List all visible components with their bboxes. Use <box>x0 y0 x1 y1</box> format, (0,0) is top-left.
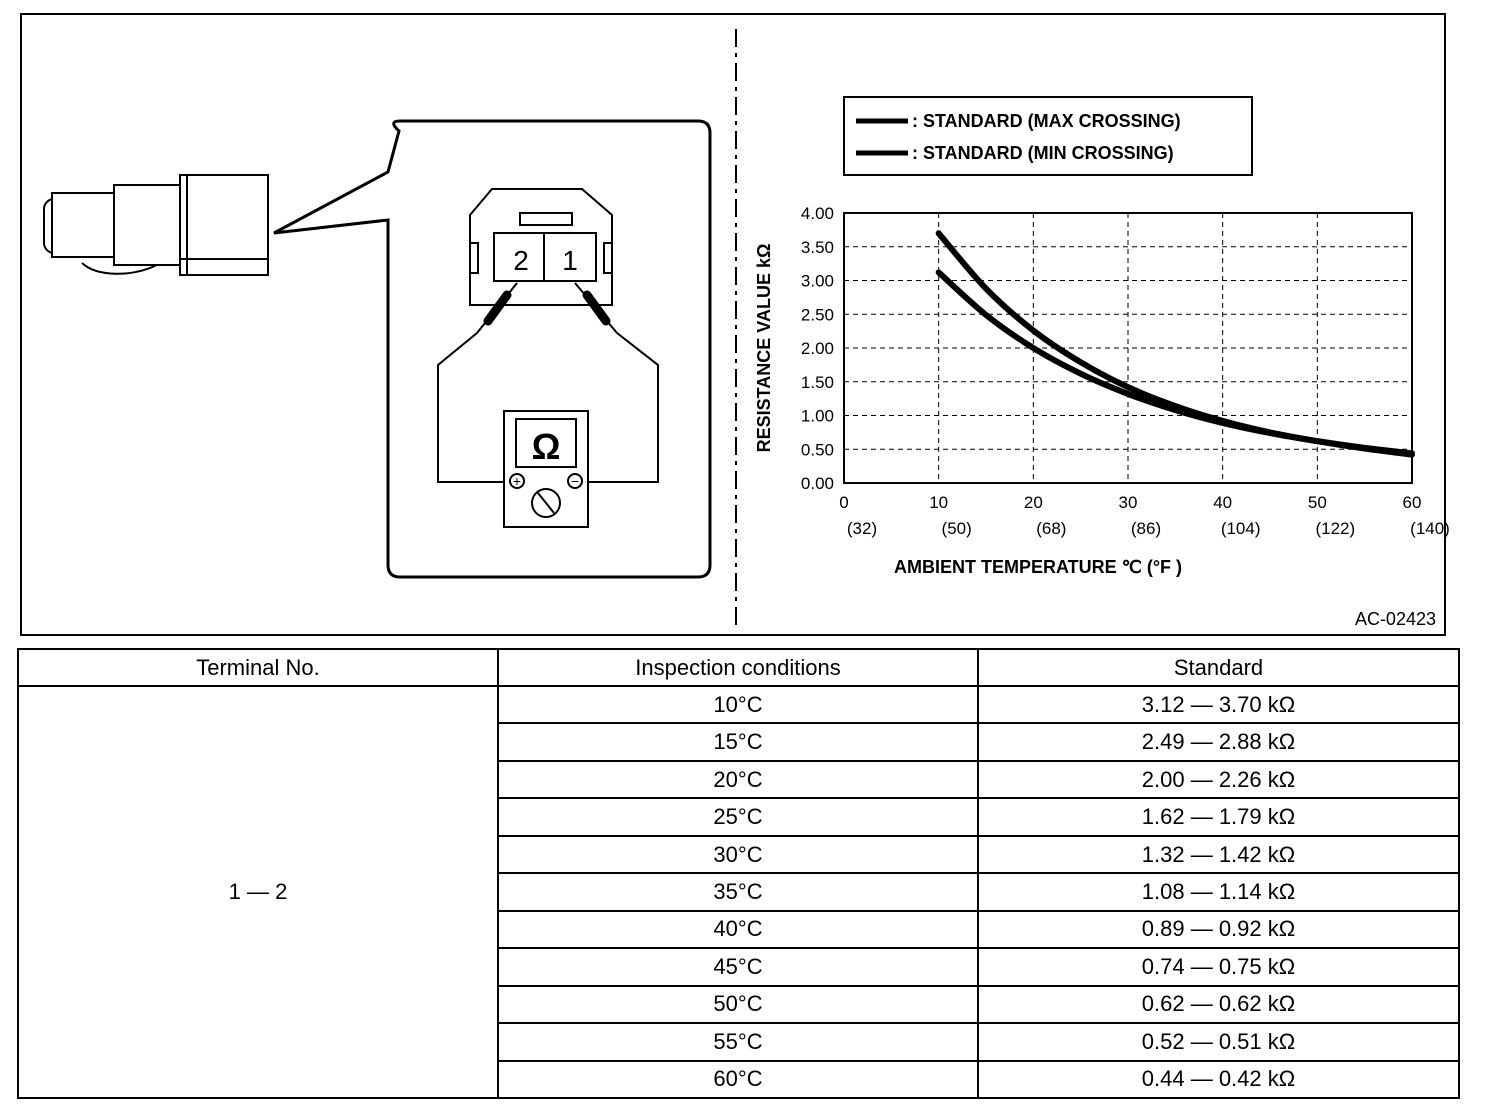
series-min-line <box>939 272 1412 453</box>
standard-cell: 0.62 — 0.62 kΩ <box>978 986 1459 1023</box>
condition-cell: 50°C <box>498 986 978 1023</box>
series-max-line <box>939 233 1412 454</box>
condition-cell: 40°C <box>498 911 978 948</box>
spec-table <box>17 648 1460 1099</box>
header-standard: Standard <box>978 649 1459 686</box>
x-tick-label: 20 <box>1023 493 1043 512</box>
standard-cell: 1.08 — 1.14 kΩ <box>978 873 1459 910</box>
table-row <box>18 686 1459 723</box>
condition-cell: 10°C <box>498 686 978 723</box>
ohm-symbol: Ω <box>531 426 561 467</box>
y-tick-label: 3.00 <box>800 271 834 291</box>
y-tick-label: 4.00 <box>800 204 834 223</box>
y-tick-label: 1.00 <box>800 406 834 426</box>
y-tick-label: 0.50 <box>800 440 834 460</box>
plus-terminal-icon: + <box>512 473 522 489</box>
resistance-chart <box>754 204 1450 577</box>
y-tick-label: 0.00 <box>800 474 834 493</box>
figure-svg <box>22 15 1450 634</box>
x-tick-label-f: (32) <box>846 519 878 538</box>
minus-terminal-icon: − <box>570 473 580 489</box>
header-conditions: Inspection conditions <box>498 649 978 686</box>
pin-2-label: 2 <box>513 245 529 276</box>
standard-cell: 3.12 — 3.70 kΩ <box>978 686 1459 723</box>
x-tick-label-f: (104) <box>1220 519 1261 538</box>
condition-cell: 35°C <box>498 873 978 910</box>
legend-label-max: : STANDARD (MAX CROSSING) <box>912 111 1181 131</box>
y-tick-label: 1.50 <box>800 372 834 392</box>
x-tick-label: 40 <box>1213 493 1233 512</box>
condition-cell: 20°C <box>498 761 978 798</box>
figure-id: AC-02423 <box>1354 609 1436 629</box>
y-tick-label: 2.00 <box>800 339 834 358</box>
x-tick-label: 30 <box>1118 493 1138 512</box>
header-terminal: Terminal No. <box>18 649 498 686</box>
standard-cell: 0.44 — 0.42 kΩ <box>978 1061 1459 1098</box>
condition-cell: 25°C <box>498 798 978 835</box>
condition-cell: 15°C <box>498 723 978 760</box>
x-tick-label-f: (50) <box>941 519 972 538</box>
x-axis-label: AMBIENT TEMPERATURE ℃ (°F ) <box>893 557 1183 577</box>
y-axis-label: RESISTANCE VALUE kΩ <box>754 243 774 453</box>
table-header-row <box>18 649 1459 686</box>
x-tick-label-f: (140) <box>1410 519 1450 538</box>
standard-cell: 2.49 — 2.88 kΩ <box>978 723 1459 760</box>
standard-cell: 0.74 — 0.75 kΩ <box>978 948 1459 985</box>
x-tick-label: 60 <box>1402 493 1422 512</box>
y-tick-label: 2.50 <box>800 305 834 325</box>
standard-cell: 0.89 — 0.92 kΩ <box>978 911 1459 948</box>
x-tick-label-f: (122) <box>1315 519 1356 538</box>
pin-1-label: 1 <box>562 245 578 276</box>
chart-legend <box>844 97 1252 175</box>
legend-label-min: : STANDARD (MIN CROSSING) <box>912 143 1174 163</box>
standard-cell: 2.00 — 2.26 kΩ <box>978 761 1459 798</box>
connector-face <box>470 189 612 305</box>
x-tick-label: 50 <box>1307 493 1327 512</box>
condition-cell: 55°C <box>498 1023 978 1060</box>
condition-cell: 45°C <box>498 948 978 985</box>
x-tick-label: 10 <box>929 493 949 512</box>
terminal-cell: 1 — 2 <box>18 686 498 1098</box>
connector-illustration <box>44 175 268 275</box>
y-tick-label: 3.50 <box>800 237 834 257</box>
x-tick-label-f: (86) <box>1130 519 1162 538</box>
figure-panel <box>20 13 1450 636</box>
standard-cell: 0.52 — 0.51 kΩ <box>978 1023 1459 1060</box>
x-tick-label-f: (68) <box>1036 519 1067 538</box>
x-tick-label: 0 <box>839 493 849 512</box>
condition-cell: 60°C <box>498 1061 978 1098</box>
standard-cell: 1.62 — 1.79 kΩ <box>978 798 1459 835</box>
condition-cell: 30°C <box>498 836 978 873</box>
standard-cell: 1.32 — 1.42 kΩ <box>978 836 1459 873</box>
